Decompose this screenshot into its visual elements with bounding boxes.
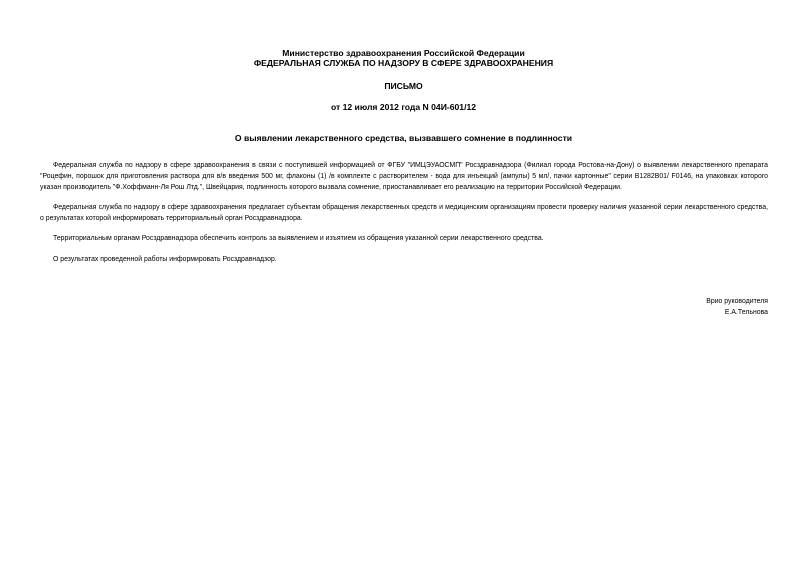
signatory-role: Врио руководителя (706, 298, 768, 305)
service-name: ФЕДЕРАЛЬНАЯ СЛУЖБА ПО НАДЗОРУ В СФЕРЕ ЗДРАВООХРАНЕНИЯ (253, 58, 554, 68)
ministry-name: Министерство здравоохранения Российской Федерации (282, 48, 525, 58)
document-type: ПИСЬМО (384, 81, 423, 91)
signatory-name: Е.А.Тельнова (724, 309, 768, 316)
document-date-number: от 12 июля 2012 года N 04И-601/12 (330, 102, 477, 112)
document-subject: О выявлении лекарственного средства, вызвавшего сомнение в подлинности (234, 133, 573, 143)
paragraph-4: О результатах проведенной работы информировать Росздравнадзор. (53, 256, 277, 263)
paragraph-2: Федеральная служба по надзору в сфере здравоохранения предлагает субъектам обращения лекарственных средств и медицинским организациям провести проверку наличия указанной серии лекарственного средства, о результатах которой информировать территориальный орган Росздравнадзора. (40, 204, 768, 222)
paragraph-1: Федеральная служба по надзору в сфере здравоохранения в связи с поступившей информацией от ФГБУ "ИМЦЭУАОСМП" Росздравнадзора (Филиал города Ростова-на-Дону) о выявлении лекарственного препарата "Роцефин, порошок для приготовления раствора для в/в введения 500 мг, флаконы (1) /в комплекте с растворителем - вода для инъекций (ампулы) 5 мл/, пачки картонные" серии B1282B01/ F0146, на упаковках которого указан производитель "Ф.Хоффманн-Ля Рош Лтд.", Швейцария, подлинность которого вызвала сомнение, приостанавливает его реализацию на территории Российской Федерации. (40, 162, 768, 191)
paragraph-3: Территориальным органам Росздравнадзора обеспечить контроль за выявлением и изъятием из обращения указанной серии лекарственного средства. (53, 235, 544, 242)
